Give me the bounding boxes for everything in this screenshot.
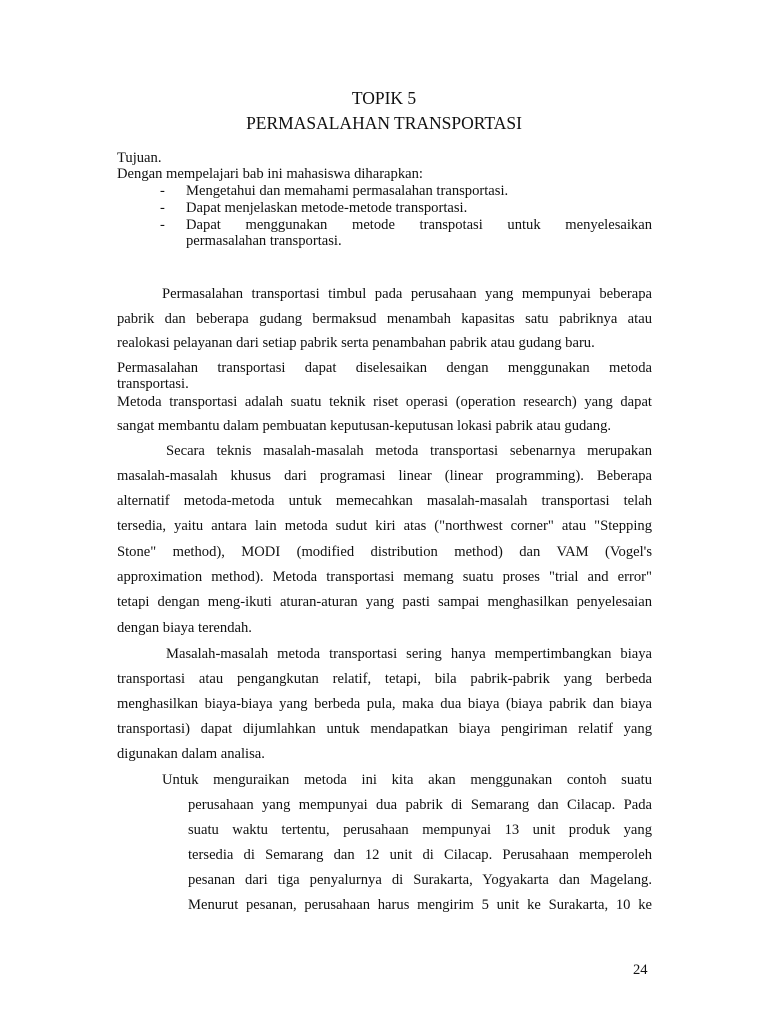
paragraph-line: approximation method). Metoda transportasi memang suatu proses "trial and error" [117,569,652,585]
bullet-item-continued: permasalahan transportasi. [186,233,342,249]
bullet-item: Dapat menjelaskan metode-metode transportasi. [186,200,468,216]
paragraph-line: dengan biaya terendah. [117,620,252,636]
paragraph-line: digunakan dalam analisa. [117,746,265,762]
paragraph-line: Menurut pesanan, perusahaan harus mengirim 5 unit ke Surakarta, 10 ke [188,897,652,913]
bullet-item: Mengetahui dan memahami permasalahan transportasi. [186,183,509,199]
paragraph-line: Stone" method), MODI (modified distribution method) dan VAM (Vogel's [117,544,652,560]
page-title: PERMASALAHAN TRANSPORTASI [246,113,522,133]
bullet-dash: - [160,200,165,216]
page-number: 24 [633,962,648,978]
paragraph-line: perusahaan yang mempunyai dua pabrik di Semarang dan Cilacap. Pada [188,797,652,813]
paragraph-line: alternatif metoda-metoda untuk memecahkan masalah-masalah transportasi telah [117,493,652,509]
paragraph-line: masalah-masalah khusus dari programasi linear (linear programming). Beberapa [117,468,652,484]
paragraph-line: realokasi pelayanan dari setiap pabrik serta penambahan pabrik atau gudang baru. [117,335,595,351]
paragraph-line: tetapi dengan meng-ikuti aturan-aturan yang pasti sampai menghasilkan penyelesaian [117,594,652,610]
paragraph-line: pabrik dan beberapa gudang bermaksud menambah kapasitas satu pabriknya atau [117,311,652,327]
paragraph-line: Permasalahan transportasi timbul pada perusahaan yang mempunyai beberapa [162,286,652,302]
paragraph-line: tersedia, yaitu antara lain metoda sudut kiri atas ("northwest corner" atau "Stepping [117,518,652,534]
paragraph-line: suatu waktu tertentu, perusahaan mempunyai 13 unit produk yang [188,822,652,838]
paragraph-line: transportasi. [117,376,189,392]
bullet-dash: - [160,183,165,199]
intro-lead: Dengan mempelajari bab ini mahasiswa diharapkan: [117,166,423,182]
paragraph-line: Masalah-masalah metoda transportasi sering hanya mempertimbangkan biaya [166,646,652,662]
paragraph-line: Secara teknis masalah-masalah metoda transportasi sebenarnya merupakan [166,443,652,459]
paragraph-line: pesanan dari tiga penyalurnya di Surakarta, Yogyakarta dan Magelang. [188,872,652,888]
bullet-item: Dapat menggunakan metode transpotasi untuk menyelesaikan [186,217,652,233]
paragraph-line: menghasilkan biaya-biaya yang berbeda pula, maka dua biaya (biaya pabrik dan biaya [117,696,652,712]
paragraph-line: Metoda transportasi adalah suatu teknik riset operasi (operation research) yang dapat [117,394,652,410]
topic-heading: TOPIK 5 [351,88,417,108]
paragraph-line: transportasi) dapat dijumlahkan untuk mendapatkan biaya pengiriman relatif yang [117,721,652,737]
paragraph-line: sangat membantu dalam pembuatan keputusan-keputusan lokasi pabrik atau gudang. [117,418,612,434]
paragraph-line: Permasalahan transportasi dapat diselesaikan dengan menggunakan metoda [117,360,652,376]
paragraph-line: transportasi atau pengangkutan relatif, tetapi, bila pabrik-pabrik yang berbeda [117,671,652,687]
paragraph-line: tersedia di Semarang dan 12 unit di Cilacap. Perusahaan memperoleh [188,847,652,863]
paragraph-line: Untuk menguraikan metoda ini kita akan menggunakan contoh suatu [162,772,652,788]
bullet-dash: - [160,217,165,233]
tujuan-label: Tujuan. [117,150,162,166]
